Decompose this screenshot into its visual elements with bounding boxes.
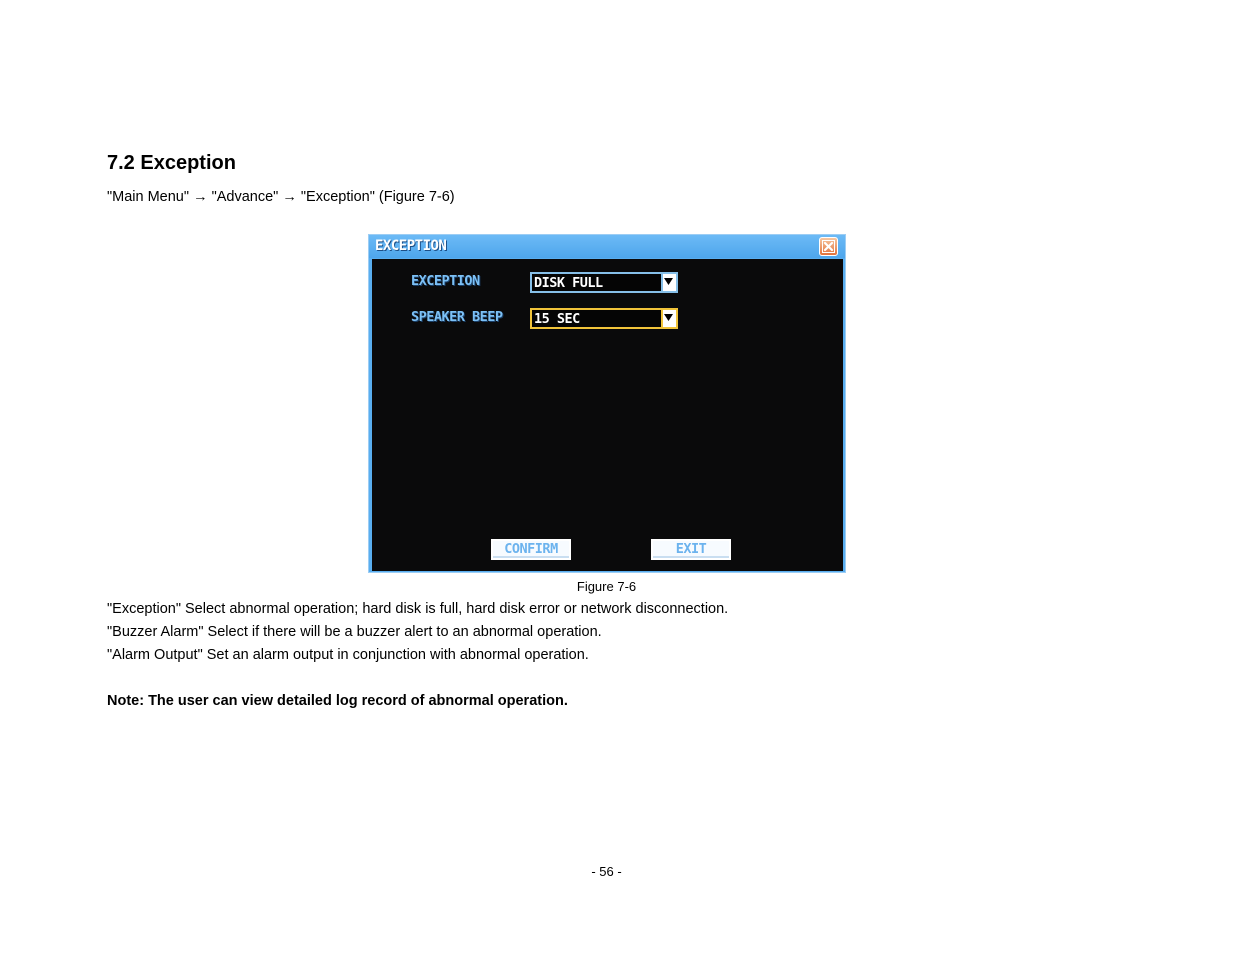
exception-dialog: [368, 234, 846, 573]
chevron-down-icon: [664, 278, 673, 285]
note-text: Note: The user can view detailed log record of abnormal operation.: [107, 693, 568, 709]
menu-path: [107, 188, 455, 206]
exception-select[interactable]: [530, 272, 678, 293]
dialog-title: EXCEPTION: [375, 238, 447, 254]
confirm-button[interactable]: CONFIRM: [491, 539, 571, 560]
description-buzzer-alarm: "Buzzer Alarm" Select if there will be a buzzer alert to an abnormal operation.: [107, 624, 602, 640]
section-heading: 7.2 Exception: [107, 152, 236, 174]
close-button[interactable]: [819, 237, 838, 256]
dialog-body: [372, 259, 843, 571]
description-alarm-output: "Alarm Output" Set an alarm output in conjunction with abnormal operation.: [107, 647, 589, 663]
arrow-icon: →: [193, 189, 208, 205]
description-exception: "Exception" Select abnormal operation; hard disk is full, hard disk error or network disconnection.: [107, 601, 729, 617]
page-number: - 56 -: [591, 864, 622, 879]
menu-path-main: "Main Menu": [107, 189, 190, 205]
speaker-beep-select[interactable]: [530, 308, 678, 329]
dialog-titlebar: [369, 235, 845, 258]
menu-path-exception: "Exception" (Figure 7-6): [300, 189, 455, 205]
figure-caption: Figure 7-6: [576, 579, 637, 594]
menu-path-advance: "Advance": [211, 189, 279, 205]
arrow-icon: →: [282, 189, 297, 205]
exception-label: EXCEPTION: [411, 273, 480, 289]
exit-button[interactable]: EXIT: [651, 539, 731, 560]
speaker-beep-select-value: 15 SEC: [534, 311, 580, 327]
exception-select-value: DISK FULL: [534, 275, 603, 291]
chevron-down-icon: [664, 314, 673, 321]
dropdown-button[interactable]: [661, 310, 676, 327]
speaker-beep-label: SPEAKER BEEP: [411, 309, 503, 325]
dropdown-button[interactable]: [661, 274, 676, 291]
close-icon: [822, 240, 835, 253]
